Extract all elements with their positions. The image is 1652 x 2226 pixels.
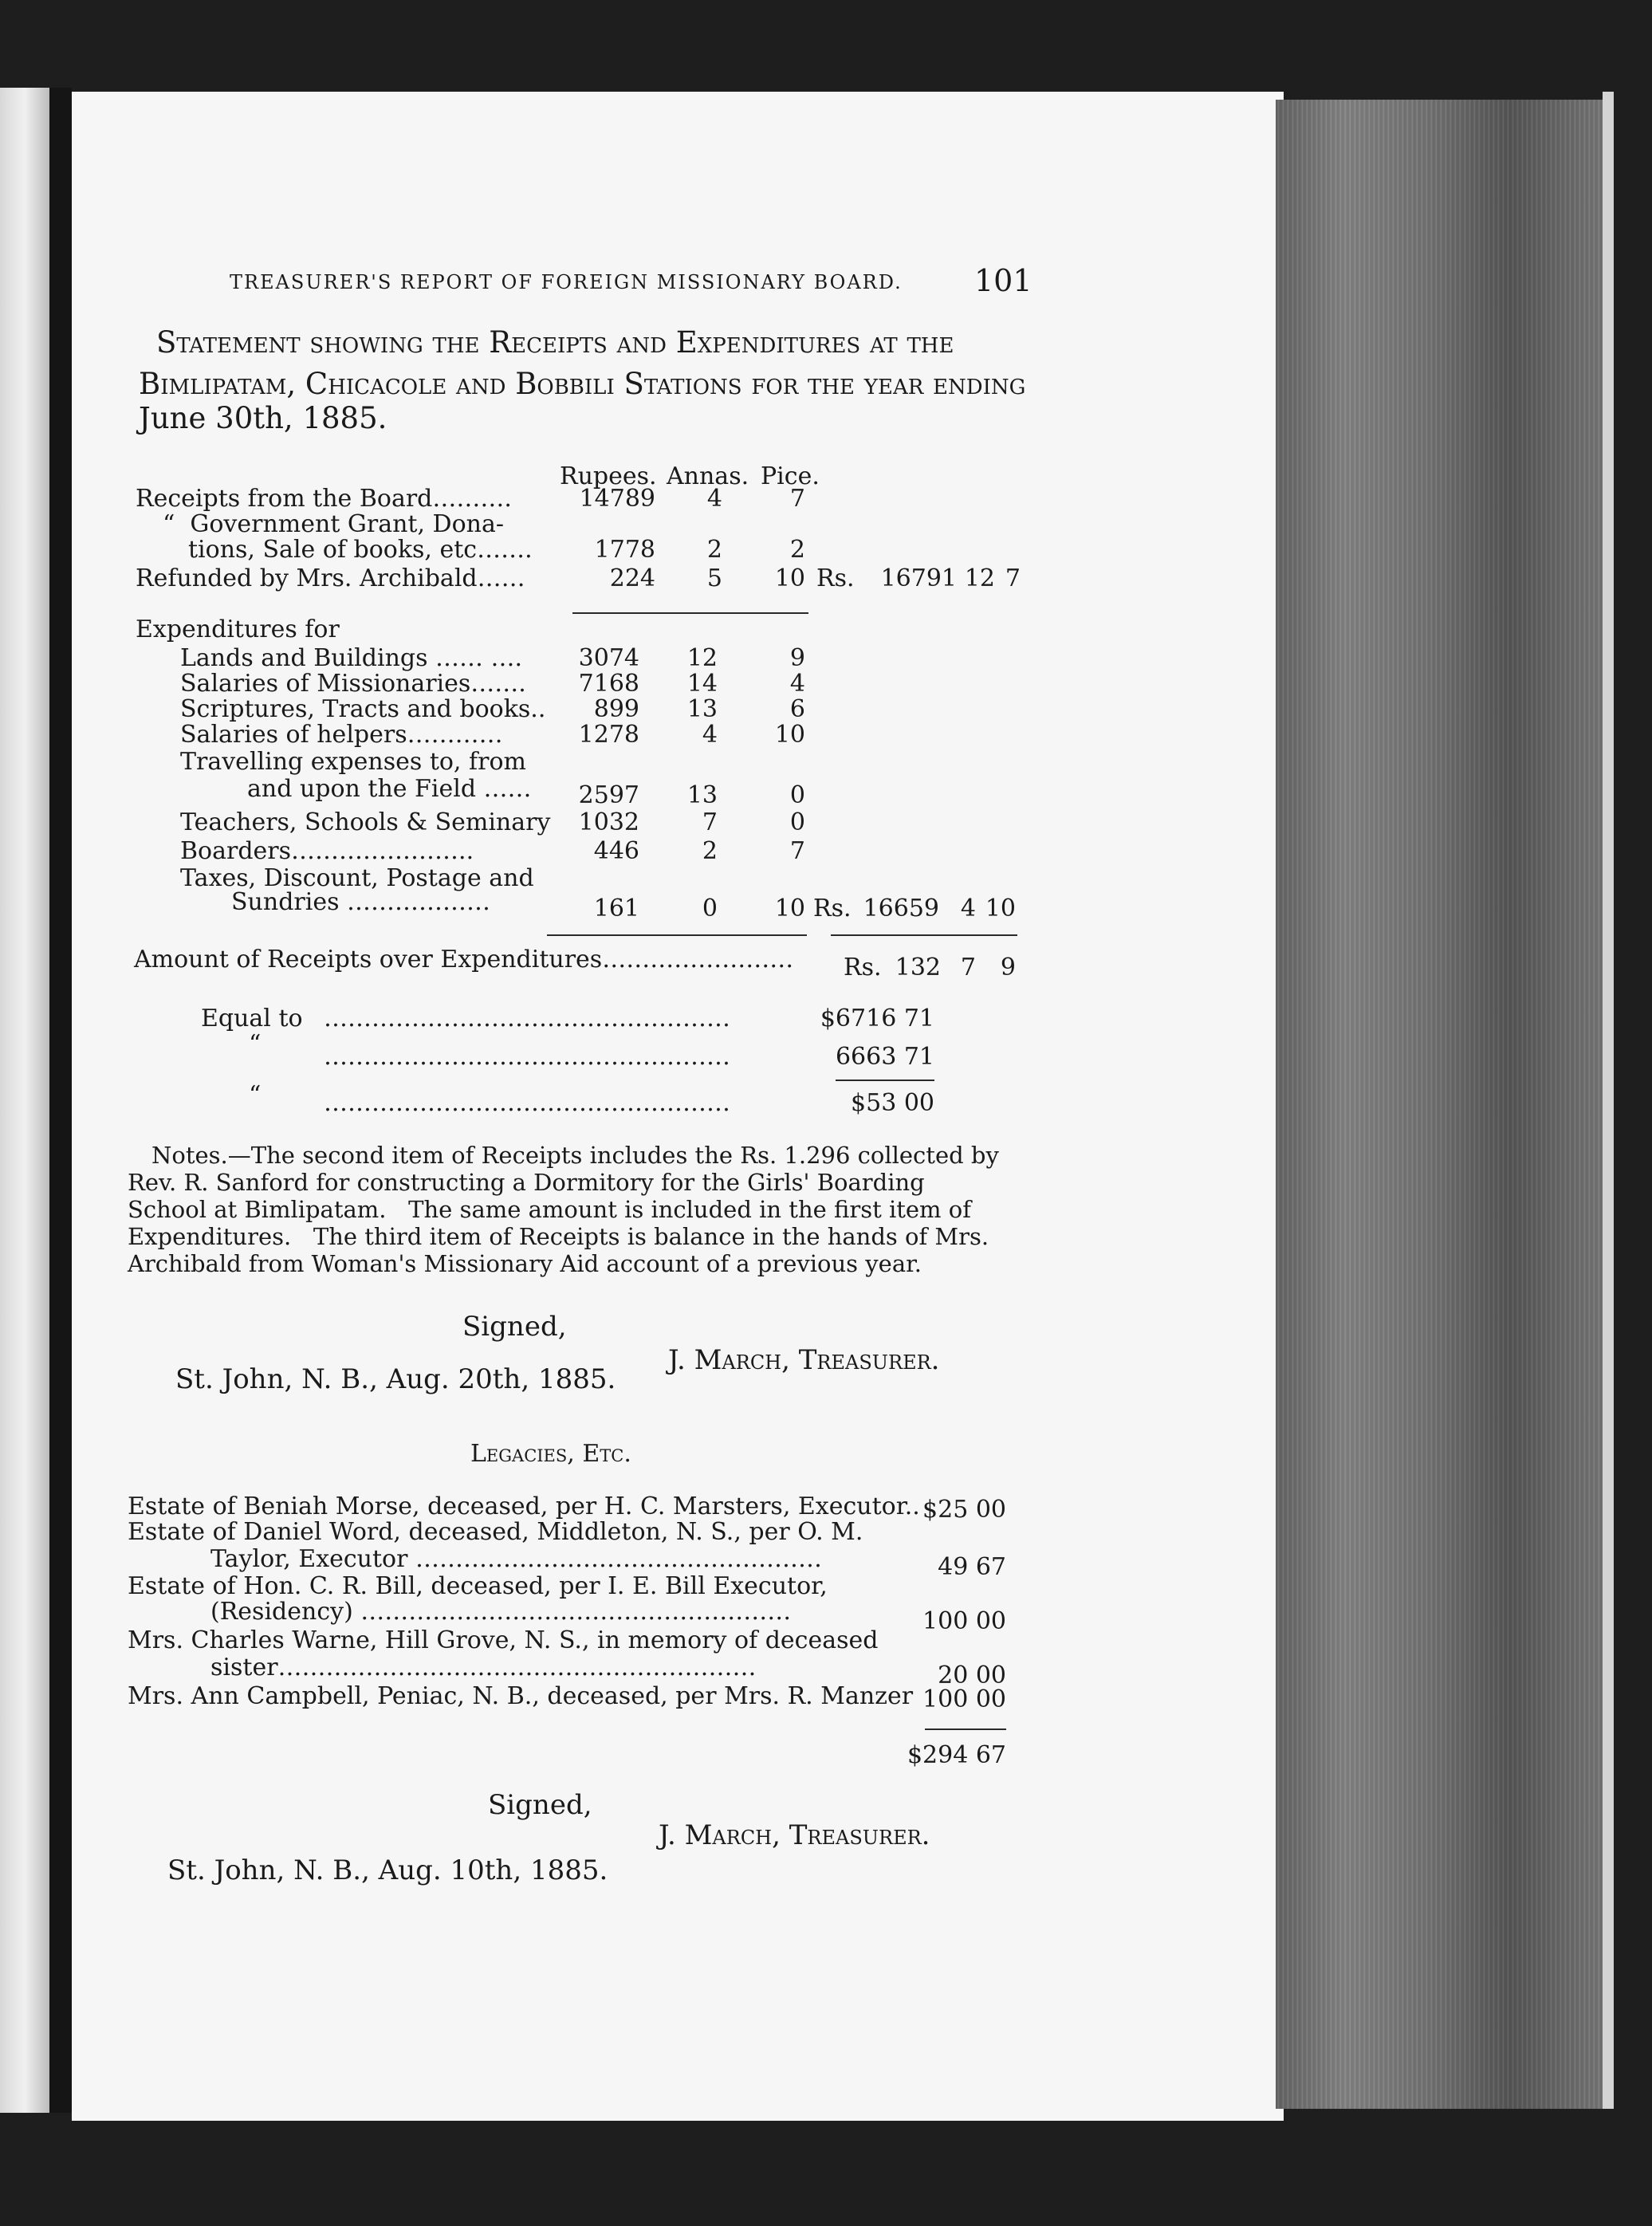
receipt-label: tions, Sale of books, etc…….	[188, 536, 533, 564]
col-annas: Annas.	[667, 462, 749, 490]
expenditure-annas: 4	[702, 721, 718, 749]
receipt-label: “ Government Grant, Dona-	[163, 510, 505, 538]
expenditure-pice: 0	[789, 808, 805, 836]
equal-label: “	[249, 1081, 262, 1109]
expenditure-pice: 7	[789, 837, 805, 865]
receipt-rupees: 1778	[594, 536, 655, 564]
expenditure-pice: 10	[774, 721, 805, 749]
expenditure-rupees: 1278	[578, 721, 639, 749]
expenditure-rupees: 2597	[578, 781, 639, 809]
statement-line-2: Bimlipatam, Chicacole and Bobbili Stations for the year ending	[139, 367, 1026, 401]
expenditure-pice: 6	[789, 695, 805, 723]
legacy-line: Mrs. Ann Campbell, Peniac, N. B., deceased, per Mrs. R. Manzer	[128, 1682, 914, 1710]
expenditure-annas: 2	[702, 837, 718, 865]
receipt-annas: 2	[706, 536, 722, 564]
equal-value: 6663 71	[835, 1043, 934, 1071]
legacy-line: Mrs. Charles Warne, Hill Grove, N. S., in memory of deceased	[128, 1626, 879, 1654]
receipt-label: Refunded by Mrs. Archibald……	[136, 564, 525, 592]
page-number: 101	[974, 263, 1032, 298]
notes-line: Notes.—The second item of Receipts includes the Rs. 1.296 collected by	[151, 1142, 999, 1169]
expenditure-rupees: 3074	[578, 644, 639, 672]
expenditure-annas: 13	[686, 781, 718, 809]
legacy-line: Estate of Beniah Morse, deceased, per H. C. Marsters, Executor..	[128, 1493, 920, 1520]
legacy-amount: 20 00	[938, 1662, 1006, 1689]
expenditure-annas: 12	[686, 644, 718, 672]
statement-line-3: June 30th, 1885.	[139, 401, 387, 435]
receipts-total-rupees: 16791	[880, 564, 957, 592]
legacy-line: Estate of Hon. C. R. Bill, deceased, per I. E. Bill Executor,	[128, 1572, 828, 1600]
expenditure-label: Sundries ………………	[231, 888, 491, 916]
expenditure-rupees: 161	[593, 895, 639, 922]
expenditures-rule-right	[831, 934, 1017, 936]
expenditures-total-rupees: 16659	[863, 895, 939, 922]
expenditure-rupees: 1032	[578, 808, 639, 836]
expenditure-pice: 0	[789, 781, 805, 809]
legacy-line: Estate of Daniel Word, deceased, Middleton, N. S., per O. M.	[128, 1518, 863, 1546]
statement-line-1: Statement showing the Receipts and Expenditures at the	[156, 325, 954, 360]
equal-label: “	[249, 1030, 262, 1058]
running-title: TREASURER'S REPORT OF FOREIGN MISSIONARY BOARD.	[230, 271, 903, 293]
receipt-annas: 4	[706, 485, 722, 513]
col-pice: Pice.	[761, 462, 820, 490]
receipt-annas: 5	[706, 564, 722, 592]
expenditure-annas: 13	[686, 695, 718, 723]
expenditure-pice: 9	[789, 644, 805, 672]
legacies-total: $294 67	[907, 1741, 1006, 1769]
expenditures-rule-left	[547, 934, 807, 936]
treasurer-name: J. March, Treasurer.	[668, 1344, 940, 1376]
expenditure-annas: 14	[686, 670, 718, 698]
expenditure-label: Teachers, Schools & Seminary	[180, 808, 551, 836]
receipt-rupees: 14789	[579, 485, 655, 513]
signed-label: Signed,	[488, 1789, 592, 1821]
receipt-label: Receipts from the Board……….	[136, 485, 512, 513]
receipts-total-pice: 7	[1005, 564, 1021, 592]
treasurer-name: J. March, Treasurer.	[659, 1819, 930, 1851]
expenditures-total-rs: Rs.	[813, 895, 852, 922]
notes-line: School at Bimlipatam. The same amount is included in the first item of	[128, 1196, 971, 1223]
notes-line: Archibald from Woman's Missionary Aid account of a previous year.	[128, 1250, 922, 1277]
legacy-amount: 49 67	[938, 1553, 1006, 1581]
expenditure-label: Lands and Buildings …… ….	[180, 644, 523, 672]
balance-label: Amount of Receipts over Expenditures……………………	[134, 946, 794, 973]
conversion-rule	[836, 1080, 934, 1081]
signed-label: Signed,	[462, 1311, 567, 1343]
expenditure-annas: 7	[702, 808, 718, 836]
legacy-amount: 100 00	[922, 1685, 1006, 1713]
balance-pice: 9	[1000, 954, 1016, 981]
receipt-rupees: 224	[609, 564, 655, 592]
receipt-pice: 7	[789, 485, 805, 513]
page-stack-lip	[1603, 92, 1614, 2109]
legacy-line: (Residency) ………………………………………………	[210, 1598, 792, 1626]
legacy-amount: 100 00	[922, 1607, 1006, 1635]
equal-dots: ……………………………………………	[324, 1089, 730, 1117]
equal-label: Equal to	[201, 1005, 303, 1032]
receipt-pice: 10	[774, 564, 805, 592]
expenditure-label: Salaries of helpers…………	[180, 721, 503, 749]
expenditure-pice: 4	[789, 670, 805, 698]
expenditure-rupees: 7168	[578, 670, 639, 698]
balance-rupees: 132	[895, 954, 941, 981]
receipts-rule	[572, 612, 808, 614]
equal-value: $53 00	[851, 1089, 934, 1117]
equal-dots: ……………………………………………	[324, 1005, 730, 1032]
receipts-total-annas: 12	[964, 564, 995, 592]
balance-annas: 7	[960, 954, 976, 981]
notes-line: Rev. R. Sanford for constructing a Dormitory for the Girls' Boarding	[128, 1169, 925, 1196]
expenditure-rupees: 446	[593, 837, 639, 865]
expenditures-total-annas: 4	[960, 895, 976, 922]
page-stack-edge	[1276, 100, 1611, 2109]
legacy-line: Taylor, Executor ……………………………………………	[210, 1545, 822, 1573]
equal-dots: ……………………………………………	[324, 1043, 730, 1071]
expenditures-total-pice: 10	[985, 895, 1016, 922]
book-binding	[49, 88, 72, 2113]
legacy-line: sister……………………………………………………	[210, 1654, 757, 1681]
expenditure-label: Scriptures, Tracts and books..	[180, 695, 546, 723]
legacies-rule	[925, 1728, 1006, 1730]
balance-rs: Rs.	[844, 954, 882, 981]
notes-line: Expenditures. The third item of Receipts is balance in the hands of Mrs.	[128, 1223, 989, 1250]
legacies-heading: Legacies, Etc.	[470, 1440, 631, 1468]
expenditure-pice: 10	[774, 895, 805, 922]
equal-value: $6716 71	[820, 1005, 934, 1032]
facing-page-edge	[0, 88, 49, 2113]
receipt-pice: 2	[789, 536, 805, 564]
expenditure-label: and upon the Field ……	[247, 775, 532, 803]
legacy-amount: $25 00	[922, 1496, 1006, 1524]
place-date: St. John, N. B., Aug. 20th, 1885.	[175, 1363, 616, 1395]
receipts-total-rs: Rs.	[816, 564, 855, 592]
expenditure-rupees: 899	[593, 695, 639, 723]
expenditure-label: Boarders…………………..	[180, 837, 474, 865]
expenditure-label: Taxes, Discount, Postage and	[180, 864, 534, 892]
col-rupees: Rupees.	[560, 462, 657, 490]
place-date: St. John, N. B., Aug. 10th, 1885.	[167, 1854, 608, 1886]
expenditure-annas: 0	[702, 895, 718, 922]
expenditure-label: Travelling expenses to, from	[180, 748, 526, 776]
expenditure-label: Salaries of Missionaries…….	[180, 670, 526, 698]
expenditures-heading: Expenditures for	[136, 615, 340, 643]
